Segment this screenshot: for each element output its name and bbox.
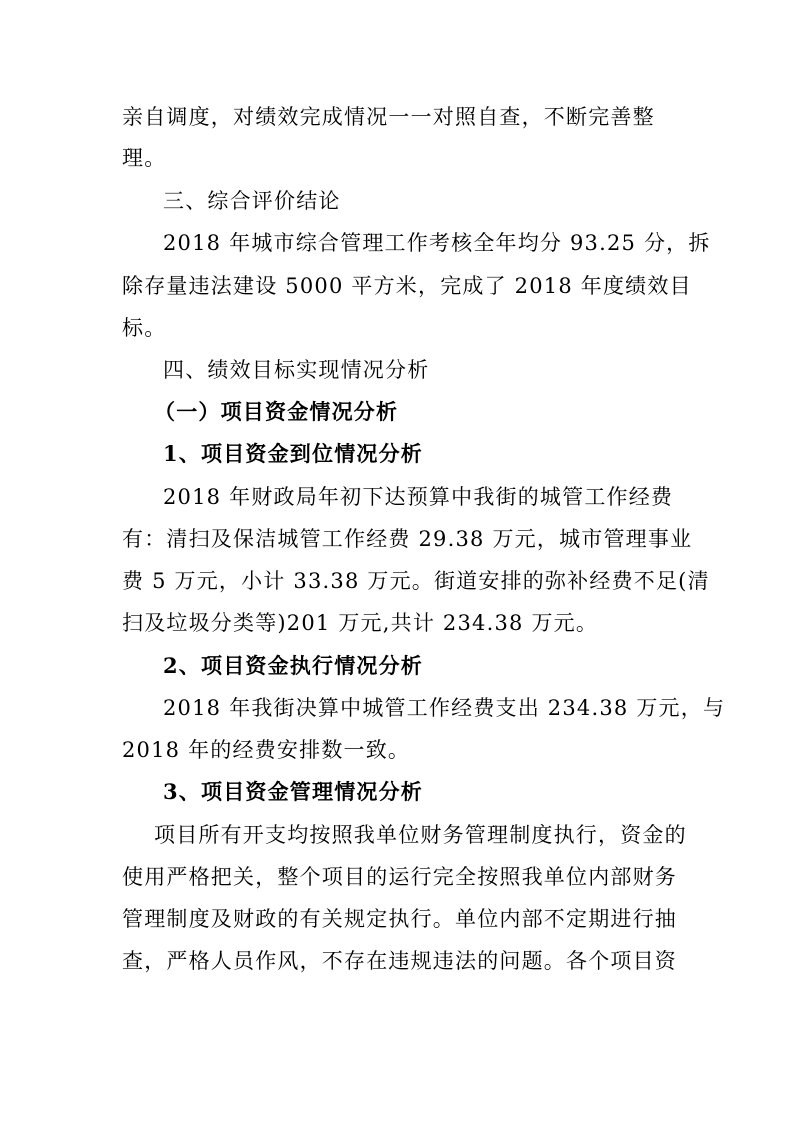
body-text-line: 使用严格把关，整个项目的运行完全按照我单位内部财务 bbox=[122, 865, 677, 889]
body-text-line: 查，严格人员作风，不存在违规违法的问题。各个项目资 bbox=[122, 949, 677, 973]
body-text-line: 费 5 万元，小计 33.38 万元。街道安排的弥补经费不足(清 bbox=[122, 569, 710, 593]
body-text-line: 2018 年的经费安排数一致。 bbox=[122, 738, 411, 762]
body-text-line: 扫及垃圾分类等)201 万元,共计 234.38 万元。 bbox=[122, 611, 599, 635]
body-text-line: 除存量违法建设 5000 平方米，完成了 2018 年度绩效目 bbox=[122, 274, 692, 298]
subsection-heading: 1、项目资金到位情况分析 bbox=[163, 441, 424, 466]
section-heading: 四、绩效目标实现情况分析 bbox=[163, 358, 430, 382]
body-text-line: 管理制度及财政的有关规定执行。单位内部不定期进行抽 bbox=[122, 907, 677, 931]
body-text-line: 亲自调度，对绩效完成情况一一对照自查，不断完善整 bbox=[122, 105, 655, 129]
section-heading: 三、综合评价结论 bbox=[163, 189, 341, 213]
body-text-line: 项目所有开支均按照我单位财务管理制度执行，资金的 bbox=[154, 823, 687, 847]
body-text-line: 有：清扫及保洁城管工作经费 29.38 万元，城市管理事业 bbox=[122, 527, 693, 551]
body-text-line: 2018 年财政局年初下达预算中我街的城管工作经费 bbox=[163, 485, 674, 509]
subsection-heading: 2、项目资金执行情况分析 bbox=[163, 653, 424, 678]
subsection-heading: （一）项目资金情况分析 bbox=[154, 399, 399, 424]
body-text-line: 理。 bbox=[122, 146, 167, 170]
body-text-line: 2018 年城市综合管理工作考核全年均分 93.25 分，拆 bbox=[163, 231, 711, 255]
subsection-heading: 3、项目资金管理情况分析 bbox=[163, 779, 424, 804]
body-text-line: 标。 bbox=[122, 316, 167, 340]
body-text-line: 2018 年我街决算中城管工作经费支出 234.38 万元，与 bbox=[163, 696, 726, 720]
